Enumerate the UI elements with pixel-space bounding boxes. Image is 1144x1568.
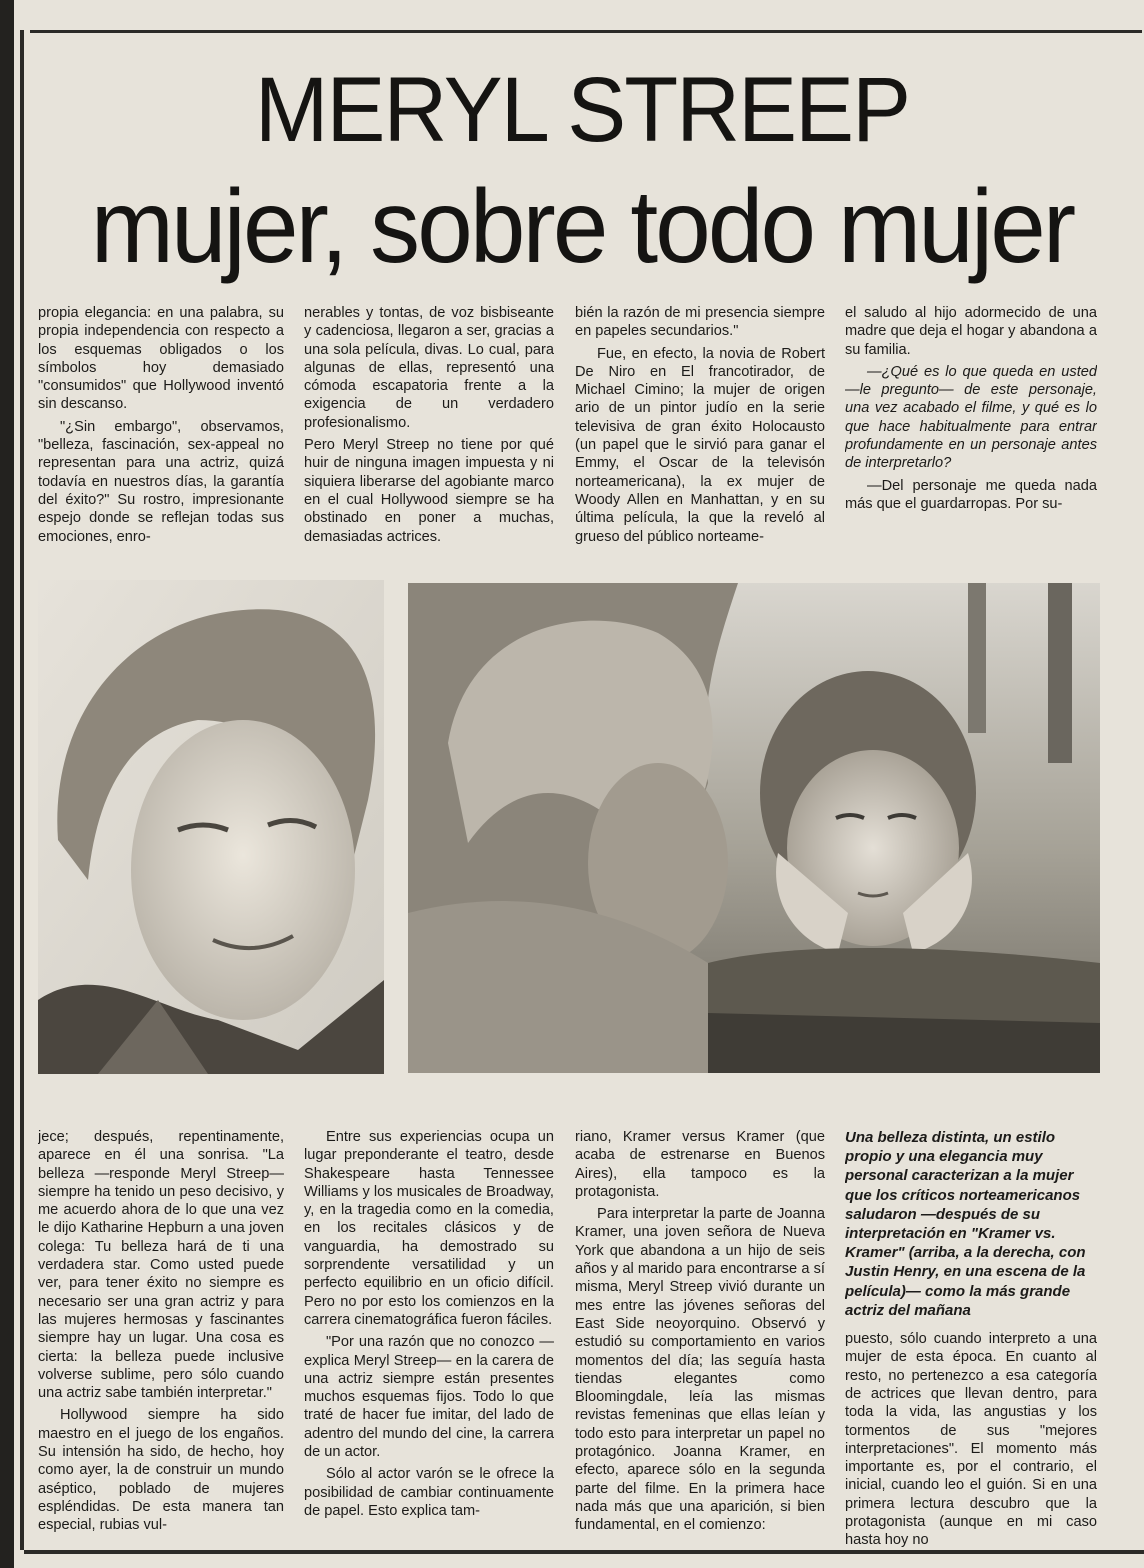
headline-subtitle: mujer, sobre todo mujer <box>90 169 1074 285</box>
paragraph: —¿Qué es lo que queda en usted —le pregunto— de este personaje, una vez acabado el filme, y qué es lo que hace habitualmente para entrar profundamente en un personaje antes de interpretarlo? <box>845 363 1097 472</box>
paragraph: Para interpretar la parte de Joanna Kramer, una joven señora de Nueva York que abandona a un hijo de seis años y al marido para encontrarse a sí misma, Meryl Streep vivió durante un mes entre las jóvenes señoras del East Side neoyorquino. Observó y estudió su comportamiento en varios momentos del día; las seguía hasta tiendas elegantes como Bloomingdale, leía las mismas revistas femeninas que ellas leían y todo esto para interpretar un papel no protagónico. Joanna Kramer, en efecto, aparece sólo en la segunda parte del filme. En la primera hace nada más que una aparición, si bien fundamental, en el comienzo: <box>575 1206 825 1534</box>
top-column-3 <box>575 304 825 544</box>
bottom-column-1 <box>38 1128 284 1548</box>
portrait-image <box>38 580 384 1074</box>
headline-name: MERYL STREEP <box>254 59 910 161</box>
paragraph: puesto, sólo cuando interpreto a una mujer de esta época. En cuanto al resto, no pertenezco a esa categoría de actrices que llevan dentro, para toda la vida, las angustias y los tormentos de sus "mejores interpretaciones". El momento más importante es, por el contrario, el inicial, cuando leo el guión. Si en una primera lectura descubro que la protagonista (aunque en mi caso hasta hoy no <box>845 1331 1097 1548</box>
paragraph: Hollywood siempre ha sido maestro en el juego de los engaños. Su intensión ha sido, de hecho, hoy como ayer, la de construir un mundo aséptico, poblado de mujeres espléndidas. De esta manera tan especial, rubias vul- <box>38 1407 284 1534</box>
bottom-column-2 <box>304 1128 554 1548</box>
paragraph: jece; después, repentinamente, aparece en él una sonrisa. "La belleza —responde Meryl Streep— siempre ha tenido un peso decisivo, y me acuerdo ahora de lo que una vez le dijo Katharine Hepburn a una joven colega: Tu belleza hará de ti una verdadera star. Como usted puede ver, para tener éxito no siempre es necesario ser una gran actriz y para las mujeres hermosas y fascinantes siempre hay un lugar. Una cosa es cierta: la belleza puede inclusive volverse sublime, pero sólo cuando una actriz sabe también interpretar." <box>38 1129 284 1402</box>
top-border-rule <box>30 30 1142 33</box>
paragraph: Entre sus experiencias ocupa un lugar preponderante el teatro, desde Shakespeare hasta Tennessee Williams y los musicales de Broadway, y, en la tragedia como en la comedia, en los recitales clásicos y de vanguardia, ha demostrado su sorprendente versatilidad y un perfecto equilibrio en un oficio difícil. Pero no por esto los comienzos en la carrera cinematográfica fueron fáciles. <box>304 1129 554 1328</box>
top-column-2 <box>304 304 554 544</box>
paragraph: nerables y tontas, de voz bisbiseante y cadenciosa, llegaron a ser, gracias a una sola película, divas. Lo cual, para algunas de ellas, representó una cómoda escapatoria frente a la exigencia de un verdadero profesionalismo. <box>304 305 554 431</box>
bottom-border-rule <box>24 1550 1144 1554</box>
paragraph: propia elegancia: en una palabra, su propia independencia con respecto a los esquemas obligados o los símbolos hoy demasiado "consumidos" que Hollywood inventó sin descanso. <box>38 305 284 413</box>
paragraph: riano, Kramer versus Kramer (que acaba de estrenarse en Buenos Aires), ella tampoco es la protagonista. <box>575 1129 825 1200</box>
film-scene-image <box>408 583 1100 1073</box>
top-column-4 <box>845 304 1097 544</box>
film-scene-photo <box>408 583 1100 1073</box>
paragraph: "Por una razón que no conozco —explica Meryl Streep— en la carera de una actriz siempre están presentes muchos esquemas fijos. Todo lo que traté de hacer fue imitar, del lado de adentro del mundo del cine, la carrera de un actor. <box>304 1334 554 1461</box>
paragraph: Fue, en efecto, la novia de Robert De Niro en El francotirador, de Michael Cimino; la mujer de origen ario de un pintor judío en la serie televisiva de gran éxito Holocausto (un papel que le sirvió para ganar el Emmy, el Oscar de la televisón norteamericana), la ex mujer de Woody Allen en Manhattan, y en su última película, la que la reveló al grueso del público norteame- <box>575 345 825 544</box>
paragraph: bién la razón de mi presencia siempre en papeles secundarios." <box>575 305 825 340</box>
paragraph: "¿Sin embargo", observamos, "belleza, fascinación, sex-appeal no representan para una actriz, quizá todavía en nuestros días, la garantía del éxito?" Su rostro, impresionante espejo donde se reflejan todas sus emociones, enro- <box>38 418 284 544</box>
paragraph: el saludo al hijo adormecido de una madre que deja el hogar y abandona a su familia. <box>845 305 1097 358</box>
photo-caption: Una belleza distinta, un estilo propio y una elegancia muy personal caracterizan a la mujer que los críticos norteamericanos saludaron —después de su interpretación en "Kramer vs. Kramer" (arriba, a la derecha, con Justin Henry, en una escena de la película)— como la más grande actriz del mañana <box>845 1129 1086 1319</box>
portrait-photo <box>38 580 384 1074</box>
left-border-rule <box>20 30 24 1550</box>
paragraph: —Del personaje me queda nada más que el guardarropas. Por su- <box>845 477 1097 512</box>
paragraph: Sólo al actor varón se le ofrece la posibilidad de cambiar continuamente de papel. Esto explica tam- <box>304 1466 554 1519</box>
bottom-column-4 <box>845 1128 1097 1548</box>
top-column-1 <box>38 304 284 544</box>
paragraph: Pero Meryl Streep no tiene por qué huir de ninguna imagen impuesta y ni siquiera liberarse del agobiante marco en el cual Hollywood siempre se ha obstinado en poner a muchas, demasiadas actrices. <box>304 437 554 544</box>
page-edge-shadow <box>0 0 14 1568</box>
bottom-column-3 <box>575 1128 825 1548</box>
